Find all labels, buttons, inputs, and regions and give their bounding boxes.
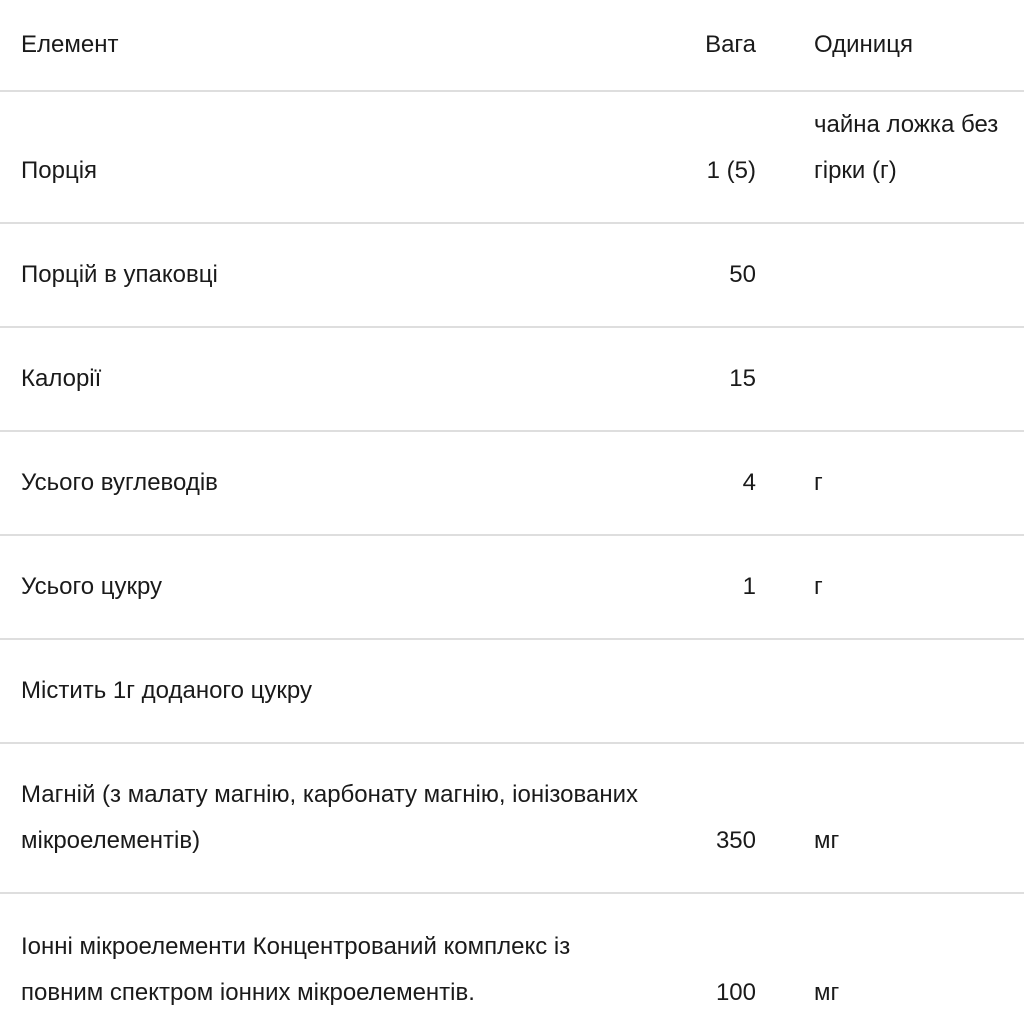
row-weight: 1 (5) [650,91,790,223]
row-weight: 1 [650,535,790,639]
table-row [0,743,1024,893]
row-element: Містить 1г доданого цукру [0,639,650,743]
header-unit: Одиниця [790,0,1024,91]
row-element: Усього вуглеводів [0,431,650,535]
row-unit: г [790,431,1024,535]
row-weight: 100 [715,979,756,1006]
row-unit [790,223,1024,327]
row-weight: 15 [650,327,790,431]
row-weight: 350 [650,743,790,893]
row-weight: 4 [650,431,790,535]
table-row [0,893,1024,1016]
table-row [0,535,1024,639]
table-row [0,223,1024,327]
row-element: Усього цукру [0,535,650,639]
row-unit: чайна ложка без гірки (г) [790,91,1024,223]
row-weight [650,639,790,743]
header-weight: Вага [650,0,790,91]
table-row [0,327,1024,431]
row-unit: г [790,535,1024,639]
row-unit [790,327,1024,431]
row-unit [790,639,1024,743]
row-element: Магній (з малату магнію, карбонату магнію, іонізованих мікроелементів) [0,743,650,893]
row-element: Калорії [0,327,650,431]
row-element: Порція [0,91,650,223]
table-header-row [0,0,1024,91]
row-unit: мг [814,979,840,1006]
table-row [0,431,1024,535]
table-row [0,91,1024,223]
row-weight: 50 [650,223,790,327]
table-row [0,639,1024,743]
row-unit: мг [790,743,1024,893]
header-element: Елемент [0,0,650,91]
row-element: Іонні мікроелементи Концентрований комплекс із повним спектром іонних мікроелементів. [21,933,571,1006]
row-element: Порцій в упаковці [0,223,650,327]
